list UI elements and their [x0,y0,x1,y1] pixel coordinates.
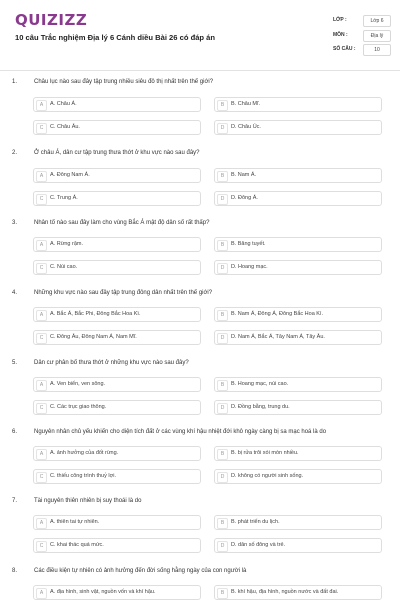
option-text: B. phát triển du lịch. [231,519,280,525]
option-c[interactable] [33,191,201,206]
option-text: B. bị rửa trôi xói mòn nhiều. [231,450,299,456]
option-text: C. Các trục giao thông. [50,404,107,410]
question-text: Dân cư phân bố thưa thớt ở những khu vực nào sau đây? [34,360,189,366]
option-text: A. Bắc Á, Bắc Phi, Đông Bắc Hoa Kì. [50,311,141,317]
meta-subject-value: Địa lý [363,30,391,42]
option-letter: D [217,194,228,205]
option-text: A. Đông Nam Á. [50,172,90,178]
option-letter: D [217,263,228,274]
option-text: C. Đông Âu, Đông Nam Á, Nam Mĩ. [50,334,137,340]
option-letter: C [36,263,47,274]
option-text: D. Châu Úc. [231,124,261,130]
option-c[interactable] [33,538,201,553]
question-8 [0,568,400,600]
option-letter: B [217,588,228,599]
option-d[interactable] [214,260,382,275]
option-text: B. Nam Á, Đông Á, Đông Bắc Hoa Kì. [231,311,324,317]
option-text: C. khai thác quá mức. [50,542,104,548]
option-c[interactable] [33,260,201,275]
option-a[interactable] [33,307,201,322]
option-a[interactable] [33,446,201,461]
option-b[interactable] [214,377,382,392]
meta-grade-label: LỚP : [333,17,347,23]
question-number: 4. [12,290,18,296]
option-letter: A [36,518,47,529]
option-letter: A [36,240,47,251]
question-3 [0,220,400,280]
option-b[interactable] [214,446,382,461]
option-a[interactable] [33,237,201,252]
option-a[interactable] [33,585,201,600]
option-b[interactable] [214,585,382,600]
option-letter: A [36,380,47,391]
option-b[interactable] [214,515,382,530]
meta-count [333,44,391,56]
option-text: D. không có người sinh sống. [231,473,304,479]
meta-grade-value: Lớp 6 [363,15,391,27]
option-letter: D [217,472,228,483]
option-letter: B [217,240,228,251]
option-letter: C [36,472,47,483]
meta-grade [333,15,391,27]
question-2 [0,150,400,210]
option-letter: C [36,541,47,552]
question-6 [0,429,400,489]
question-number: 3. [12,220,18,226]
option-letter: C [36,123,47,134]
option-text: A. địa hình, sinh vật, nguồn vốn và khí hậu. [50,589,156,595]
option-letter: A [36,588,47,599]
option-text: C. Trung Á. [50,195,78,201]
option-text: B. Băng tuyết. [231,241,266,247]
option-c[interactable] [33,330,201,345]
question-number: 8. [12,568,18,574]
meta-count-label: SỐ CÂU : [333,46,356,52]
option-text: D. Đồng bằng, trung du. [231,404,290,410]
option-b[interactable] [214,97,382,112]
option-letter: B [217,310,228,321]
worksheet-title: 10 câu Trắc nghiệm Địa lý 6 Cánh diều Bài 26 có đáp án [15,33,216,42]
option-letter: B [217,171,228,182]
option-letter: D [217,123,228,134]
option-text: A. Ven biển, ven sông. [50,381,106,387]
option-text: A. thiên tai tự nhiên. [50,519,100,525]
option-text: D. Đông Á. [231,195,258,201]
option-text: B. khí hậu, địa hình, nguồn nước và đất đai. [231,589,339,595]
question-4 [0,290,400,350]
question-text: Tài nguyên thiên nhiên bị suy thoái là do [34,498,142,504]
question-text: Các điều kiện tự nhiên có ảnh hưởng đến đời sống hằng ngày của con người là [34,568,247,574]
meta-count-value: 10 [363,44,391,56]
option-d[interactable] [214,400,382,415]
question-text: Những khu vực nào sau đây tập trung đông dân nhất trên thế giới? [34,290,213,296]
option-letter: C [36,333,47,344]
option-a[interactable] [33,168,201,183]
option-text: B. Châu Mĩ. [231,101,261,107]
question-7 [0,498,400,558]
option-letter: C [36,194,47,205]
option-text: A. ảnh hưởng của đốt rừng. [50,450,119,456]
option-letter: B [217,518,228,529]
option-d[interactable] [214,538,382,553]
option-text: A. Rừng rậm. [50,241,84,247]
question-text: Nhân tố nào sau đây làm cho vùng Bắc Á mật độ dân số rất thấp? [34,220,210,226]
header-divider [0,70,400,71]
question-text: Châu lục nào sau đây tập trung nhiều siêu đô thị nhất trên thế giới? [34,79,214,85]
option-letter: D [217,403,228,414]
option-text: A. Châu Á. [50,101,77,107]
option-a[interactable] [33,97,201,112]
quizizz-logo: QUIZIZZ [15,11,88,29]
option-letter: B [217,449,228,460]
option-c[interactable] [33,469,201,484]
question-number: 1. [12,79,18,85]
option-text: B. Hoang mạc, núi cao. [231,381,289,387]
meta-subject [333,30,391,42]
option-letter: D [217,541,228,552]
question-number: 2. [12,150,18,156]
question-text: Nguyên nhân chủ yếu khiến cho diện tích đất ở các vùng khí hậu nhiệt đới khô ngày càng bị sa mạc hoá là do [34,429,327,435]
option-text: D. Nam Á, Bắc Á, Tây Nam Á, Tây Âu. [231,334,325,340]
option-b[interactable] [214,237,382,252]
option-a[interactable] [33,377,201,392]
option-text: B. Nam Á. [231,172,257,178]
option-letter: B [217,100,228,111]
option-letter: C [36,403,47,414]
option-letter: A [36,310,47,321]
option-d[interactable] [214,469,382,484]
option-d[interactable] [214,330,382,345]
option-d[interactable] [214,120,382,135]
question-1 [0,79,400,139]
option-text: C. Núi cao. [50,264,78,270]
question-text: Ở châu Á, dân cư tập trung thưa thớt ở khu vực nào sau đây? [34,150,200,156]
option-letter: A [36,171,47,182]
option-text: D. dân số đông và trẻ. [231,542,286,548]
option-letter: D [217,333,228,344]
question-number: 7. [12,498,18,504]
option-a[interactable] [33,515,201,530]
meta-subject-label: MÔN : [333,32,348,38]
option-text: C. Châu Âu. [50,124,80,130]
option-letter: A [36,449,47,460]
option-d[interactable] [214,191,382,206]
option-b[interactable] [214,168,382,183]
question-5 [0,360,400,420]
option-b[interactable] [214,307,382,322]
worksheet-header [0,0,400,70]
option-text: C. thiếu công trình thuỷ lợi. [50,473,116,479]
option-c[interactable] [33,120,201,135]
option-letter: A [36,100,47,111]
option-c[interactable] [33,400,201,415]
question-number: 6. [12,429,18,435]
question-number: 5. [12,360,18,366]
option-text: D. Hoang mạc. [231,264,268,270]
option-letter: B [217,380,228,391]
